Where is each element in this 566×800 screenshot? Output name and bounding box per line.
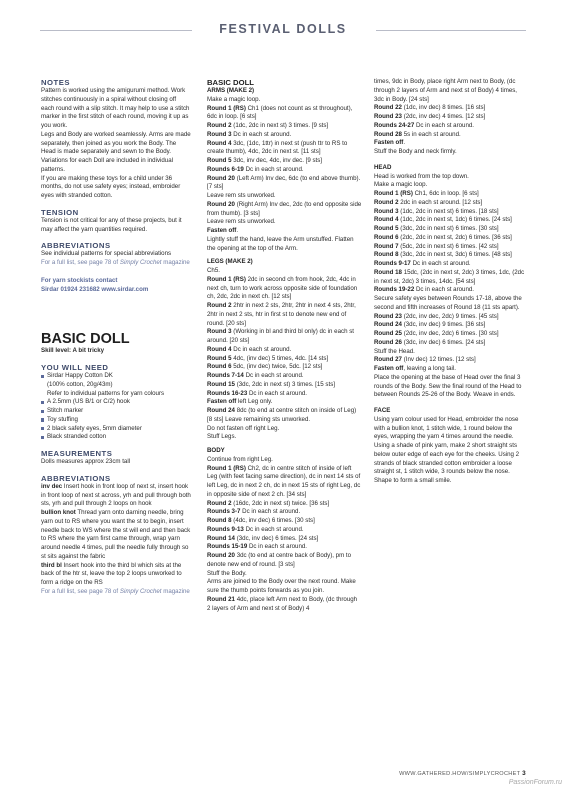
tension-paragraph: Tension is not critical for any of these projects, but it may affect the yarn quantities required.: [41, 216, 182, 233]
body-row: Round 1 (RS) Ch2, dc in centre stitch of inside of left Leg (with feet facing same direction), dc in next 14 sts of left Leg, dc in next 2 ch, dc in next 15 sts of right Leg, dc in opposite side of next 2 ch. [34 sts]: [207, 464, 361, 498]
head-row: Round 7 (5dc, 2dc in next st) 6 times. [42 sts]: [374, 242, 499, 250]
need-item-cotton: Black stranded cotton: [41, 433, 191, 442]
section-title: FESTIVAL DOLLS: [219, 22, 347, 36]
legs-row: Round 24 8dc (to end at centre stitch on inside of Leg) [8 sts] Leave remaining sts unworked.: [207, 407, 357, 423]
arms-row: Round 2 (1dc, 2dc in next st) 3 times. [9 sts]: [207, 122, 329, 129]
notes-paragraph-2: Legs and Body are worked seamlessly. Arms are made separately, then joined as you work the Body. The Head is made separately and sewn to the Body. Variations for each Doll are included in individual patterns.: [41, 130, 191, 173]
body-row: Round 20 3dc (to end at centre back of Body), pm to denote new end of round. [3 sts]: [207, 552, 352, 568]
arms-row: Round 1 (RS) Ch1 (does not count as st throughout), 6dc in loop. [6 sts]: [207, 104, 353, 121]
abbreviations-reference: For a full list, see page 78 of Simply Crochet magazine: [41, 259, 190, 266]
body-row: Continue from right Leg.: [207, 455, 273, 463]
body-row: Arms are joined to the Body over the next round. Make sure the thumb points forwards as you join.: [207, 578, 356, 594]
legs-row: Rounds 7-14 Dc in each st around.: [207, 372, 304, 379]
head-row: Round 24 (3dc, inv dec) 9 times. [36 sts]: [374, 321, 486, 329]
skill-level: Skill level: A bit tricky: [41, 347, 105, 355]
body-instructions-continued: [374, 78, 526, 157]
abbreviations-reference-2: For a full list, see page 78 of Simply Crochet magazine: [41, 587, 190, 595]
footer-url: WWW.GATHERED.HOW/SIMPLYCROCHET 3: [399, 770, 526, 777]
arms-row: Round 3 Dc in each st around.: [207, 130, 292, 138]
head-row: Round 5 (3dc, 2dc in next st) 6 times. [30 sts]: [374, 225, 499, 232]
abbr-inv-dec: inv dec Insert hook in front loop of next st, insert hook in front loop of next st across, yrh and pull through both sts, yrh and pull through 2 loops on hook: [41, 482, 191, 508]
head-row: Round 2 2dc in each st around. [12 sts]: [374, 198, 483, 206]
watermark: PassionForum.ru: [508, 779, 562, 786]
arms-instructions: [207, 96, 362, 254]
legs-row: Ch5.: [207, 267, 220, 274]
arms-row: Fasten off.: [207, 227, 239, 234]
column-middle: [207, 78, 362, 613]
page-footer: [0, 768, 566, 788]
legs-row: Do not fasten off right Leg.: [207, 424, 280, 432]
arms-row: Round 20 (Right Arm) Inv dec, 2dc (to end opposite side from thumb). [3 sts]: [207, 200, 362, 217]
legs-row: Stuff Legs.: [207, 433, 237, 441]
arms-row: Make a magic loop.: [207, 95, 261, 103]
body-row: Round 14 (3dc, inv dec) 6 times. [24 sts]: [207, 534, 319, 542]
head-row: Place the opening at the base of Head over the final 3 rounds of the Body. Sew the final round of the Head to between Rounds 25-26 of the Body. Weave in ends.: [374, 373, 522, 399]
tension-heading: TENSION: [41, 207, 79, 217]
body-row: Round 8 (4dc, inv dec) 6 times. [30 sts]: [207, 517, 315, 524]
arms-row: Round 5 3dc, inv dec, 4dc, inv dec. [9 sts]: [207, 157, 323, 164]
head-row: Round 23 (2dc, inv dec, 2dc) 9 times. [45 sts]: [374, 312, 499, 320]
head-instructions: [374, 173, 526, 401]
page-header: [0, 0, 566, 46]
need-item-eyes: 2 black safety eyes, 5mm diameter: [41, 425, 191, 434]
legs-row: Round 4 Dc in each st around.: [207, 345, 292, 353]
head-heading: HEAD: [374, 163, 392, 171]
head-row: Rounds 9-17 Dc in each st around.: [374, 260, 471, 267]
arms-row: Round 20 (Left Arm) Inv dec, 6dc (to end above thumb). [7 sts]: [207, 174, 361, 191]
legs-row: Round 5 4dc, (inv dec) 5 times, 4dc. [14 sts]: [207, 354, 329, 362]
legs-row: Round 15 (3dc, 2dc in next st) 3 times. [15 sts]: [207, 380, 335, 388]
body-row: Round 21 4dc, place left Arm next to Body, (dc through 2 layers of Arm and next st of Body) 4: [207, 595, 358, 612]
need-item-yarn-note: Refer to individual patterns for yarn colours: [47, 389, 165, 397]
body-row: Rounds 15-19 Dc in each st around.: [207, 543, 307, 551]
need-item-marker: Stitch marker: [41, 407, 191, 416]
body-row: Rounds 9-13 Dc in each st around.: [207, 525, 304, 533]
arms-row: Rounds 6-19 Dc in each st around.: [207, 165, 304, 173]
body-row: Stuff the Body.: [207, 569, 247, 577]
arms-row: Lightly stuff the hand, leave the Arm unstuffed. Flatten the opening at the top of the Arm.: [207, 235, 354, 252]
need-item-stuffing: Toy stuffing: [41, 416, 191, 425]
head-row: Fasten off, leaving a long tail.: [374, 365, 456, 372]
abbreviations-heading-2: ABBREVIATIONS: [41, 473, 111, 483]
abbr-third-bl: third bl Insert hook into the third bl which sits at the back of the htr st, leave the top 2 loops unworked to form a ridge on the RS: [41, 561, 182, 586]
body-row: Round 28 5s in each st around.: [374, 130, 461, 138]
arms-row: Leave rem sts unworked.: [207, 192, 276, 199]
column-left: [41, 78, 191, 597]
arms-row: Leave rem sts unworked.: [207, 218, 276, 226]
face-heading: FACE: [374, 407, 391, 414]
head-row: Round 26 (3dc, inv dec) 6 times. [24 sts]: [374, 338, 486, 346]
stockists-line-1: For yarn stockists contact: [41, 276, 118, 284]
abbreviations-heading: ABBREVIATIONS: [41, 241, 111, 251]
body-row: Round 22 (1dc, inv dec) 8 times. [16 sts]: [374, 104, 486, 112]
head-row: Stuff the Head.: [374, 347, 415, 355]
header-rule-right: [376, 30, 526, 31]
head-row: Rounds 19-22 Dc in each st around.: [374, 286, 474, 294]
notes-heading: NOTES: [41, 78, 70, 87]
face-paragraph-2: Using a shade of pink yarn, make 2 short straight sts below outer edge of each eye for the cheeks. Using 2 strands of black stranded cotton embroider a loose straight st, 1 stitch wide, 3 rounds below the nose. Shape to form a small smile.: [374, 442, 520, 484]
stockists-line-2: Sirdar 01924 231682 www.sirdar.com: [41, 285, 149, 293]
basic-doll-heading: BASIC DOLL: [207, 78, 254, 87]
head-row: Round 18 15dc, (2dc in next st, 2dc) 3 times, 1dc, (2dc in next st, 2dc) 3 times, 14dc. [54 sts]: [374, 268, 525, 285]
you-will-need-heading: YOU WILL NEED: [41, 363, 109, 372]
head-row: Round 8 (3dc, 2dc in next st, 3dc) 6 times. [48 sts]: [374, 251, 512, 259]
head-row: Head is worked from the top down.: [374, 172, 469, 180]
abbr-bullion-knot: bullion knot Thread yarn onto darning needle, bring yarn out to RS where you want the st to begin, insert needle back to WS where the st will end and then back to RS where the yarn first came through, wrap yarn around needle 4 times, pull the needle fully through so st sits against the fabric: [41, 509, 191, 560]
arms-row: Round 4 3dc, (1dc, 1ttr) in next st (push ttr to RS to create thumb), 4dc, 2dc in next st. [11 sts]: [207, 139, 348, 156]
legs-row: Round 3 (Working in bl and third bl only) dc in each st around. [20 sts]: [207, 328, 354, 344]
need-item-hook: A 2.5mm (US B/1 or C/2) hook: [41, 398, 191, 407]
legs-instructions: [207, 267, 362, 442]
notes-paragraph-3: If you are making these toys for a child under 36 months, do not use safety eyes; instead, embroider eyes with stranded cotton.: [41, 174, 181, 199]
head-row: Round 3 (1dc, 2dc in next st) 6 times. [18 sts]: [374, 207, 499, 215]
notes-paragraph-1: Pattern is worked using the amigurumi method. Work stitches continuously in a spiral without closing off each round with a slip stitch. It may help to use a stitch marker in the first stitch of each round, moving it up as you work.: [41, 87, 190, 129]
legs-row: Round 2 2htr in next 2 sts, 2htr, 2htr in next 4 sts, 2htr, 2htr in next 2 sts, htr in first st to denote new end of round. [20 sts]: [207, 302, 356, 327]
head-row: Round 27 (Inv dec) 12 times. [12 sts]: [374, 356, 476, 364]
head-row: Round 4 (1dc, 2dc in next st, 1dc) 6 times. [24 sts]: [374, 216, 512, 224]
body-row: times, 9dc in Body, place right Arm next to Body, (dc through 2 layers of Arm and next st of Body) 4 times, 3dc in Body. [24 sts]: [374, 78, 518, 103]
head-row: Secure safety eyes between Rounds 17-18, above the second and fifth increases of Round 18 (11 sts apart).: [374, 295, 522, 311]
legs-heading: LEGS (MAKE 2): [207, 258, 253, 266]
legs-row: Round 1 (RS) 2dc in second ch from hook, 2dc, 4dc in next ch, turn to work across opposite side of foundation ch, 2dc, 2dc in next ch. [12 sts]: [207, 275, 358, 301]
body-instructions: [207, 456, 362, 614]
legs-row: Rounds 16-23 Dc in each st around.: [207, 389, 307, 397]
arms-heading: ARMS (MAKE 2): [207, 87, 255, 94]
measurements-heading: MEASUREMENTS: [41, 449, 113, 458]
head-row: Make a magic loop.: [374, 181, 428, 189]
body-heading: BODY: [207, 447, 225, 454]
body-row: Stuff the Body and neck firmly.: [374, 148, 457, 155]
column-right: [374, 78, 526, 486]
body-row: Round 2 (16dc, 2dc in next st) twice. [36 sts]: [207, 499, 330, 507]
face-paragraph-1: Using yarn colour used for Head, embroider the nose with a bullion knot, 1 stitch wide, 1 round below the eyes, wrapping the yarn 4 times around the needle.: [374, 415, 519, 441]
body-row: Rounds 3-7 Dc in each st around.: [207, 508, 301, 516]
body-row: Rounds 24-27 Dc in each st around.: [374, 121, 474, 129]
need-item-yarn: Sirdar Happy Cotton DK: [41, 372, 191, 381]
need-item-yarn-detail: (100% cotton, 20g/43m): [47, 380, 113, 388]
measurements-paragraph: Dolls measures approx 23cm tall: [41, 458, 131, 465]
head-row: Round 6 (2dc, 2dc in next st, 2dc) 6 times. [36 sts]: [374, 233, 512, 241]
body-row: Round 23 (2dc, inv dec) 4 times. [12 sts]: [374, 113, 486, 120]
abbreviations-paragraph: See individual patterns for special abbreviations: [41, 250, 172, 258]
pattern-title: BASIC DOLL: [41, 331, 130, 348]
legs-row: Round 6 5dc, (inv dec) twice, 5dc. [12 sts]: [207, 363, 323, 371]
legs-row: Fasten off left Leg only.: [207, 398, 273, 406]
head-row: Round 1 (RS) Ch1, 6dc in loop. [6 sts]: [374, 190, 479, 197]
head-row: Round 25 (2dc, inv dec, 2dc) 6 times. [30 sts]: [374, 330, 499, 337]
body-row: Fasten off.: [374, 139, 406, 147]
